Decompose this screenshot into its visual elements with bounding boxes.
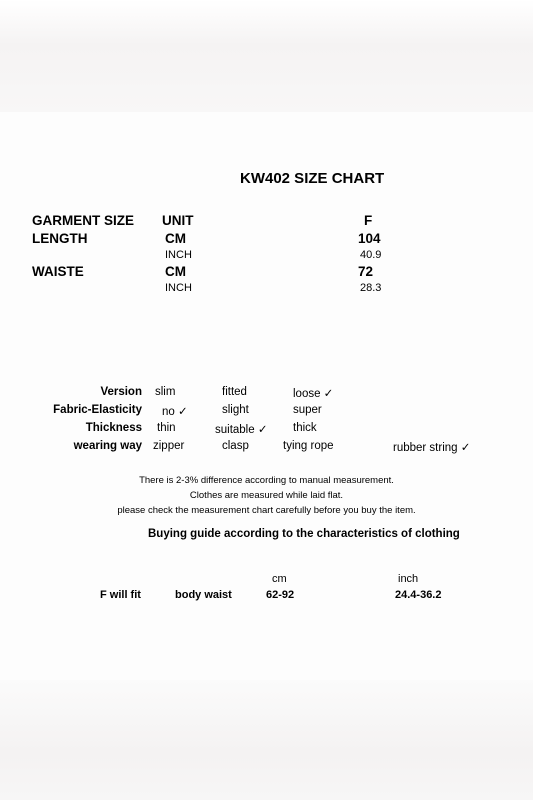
elasticity-option-no-checked: no ✓ xyxy=(162,406,188,418)
row-length-unit-cm: CM xyxy=(165,231,186,246)
chart-title: KW402 SIZE CHART xyxy=(240,170,385,187)
row-waist-label: WAISTE xyxy=(32,264,84,279)
header-size-f: F xyxy=(364,213,373,228)
header-unit: UNIT xyxy=(162,213,194,228)
note-check-chart: please check the measurement chart carefully before you buy the item. xyxy=(117,505,416,516)
fit-header-cm: cm xyxy=(272,573,287,585)
fit-row-cm-range: 62-92 xyxy=(266,589,295,601)
version-option-fitted: fitted xyxy=(222,386,247,398)
elasticity-option-slight: slight xyxy=(222,404,249,416)
bottom-background-band xyxy=(0,680,533,800)
note-laid-flat: Clothes are measured while laid flat. xyxy=(189,490,344,501)
wearing-option-rubber-string-checked: rubber string ✓ xyxy=(393,442,471,454)
row-waist-unit-cm: CM xyxy=(165,264,186,279)
row-waist-value-inch: 28.3 xyxy=(360,282,382,294)
wearing-option-tying-rope: tying rope xyxy=(283,440,334,452)
thickness-option-suitable-checked: suitable ✓ xyxy=(215,424,268,436)
fabric-elasticity-label: Fabric-Elasticity xyxy=(53,404,142,416)
row-length-unit-inch: INCH xyxy=(165,249,192,261)
version-option-slim: slim xyxy=(155,386,176,398)
elasticity-option-super: super xyxy=(293,404,322,416)
top-background-band xyxy=(0,0,533,112)
fit-row-inch-range: 24.4-36.2 xyxy=(395,589,442,601)
row-waist-unit-inch: INCH xyxy=(165,282,192,294)
buying-guide-title: Buying guide according to the characteristics of clothing xyxy=(148,528,460,540)
thickness-option-thick: thick xyxy=(293,422,317,434)
thickness-label: Thickness xyxy=(85,422,142,434)
version-label: Version xyxy=(100,386,142,398)
version-option-loose-checked: loose ✓ xyxy=(293,388,334,400)
wearing-option-clasp: clasp xyxy=(222,440,249,452)
note-measurement-difference: There is 2-3% difference according to manual measurement. xyxy=(139,475,394,486)
wearing-option-zipper: zipper xyxy=(153,440,185,452)
fit-header-inch: inch xyxy=(398,573,419,585)
row-length-value-cm: 104 xyxy=(358,231,381,246)
thickness-option-thin: thin xyxy=(157,422,176,434)
fit-row-part: body waist xyxy=(175,589,232,601)
fit-row-label: F will fit xyxy=(100,589,141,601)
wearing-way-label: wearing way xyxy=(73,440,142,452)
row-waist-value-cm: 72 xyxy=(358,264,374,279)
header-garment-size: GARMENT SIZE xyxy=(32,213,135,228)
row-length-value-inch: 40.9 xyxy=(360,249,382,261)
row-length-label: LENGTH xyxy=(32,231,88,246)
